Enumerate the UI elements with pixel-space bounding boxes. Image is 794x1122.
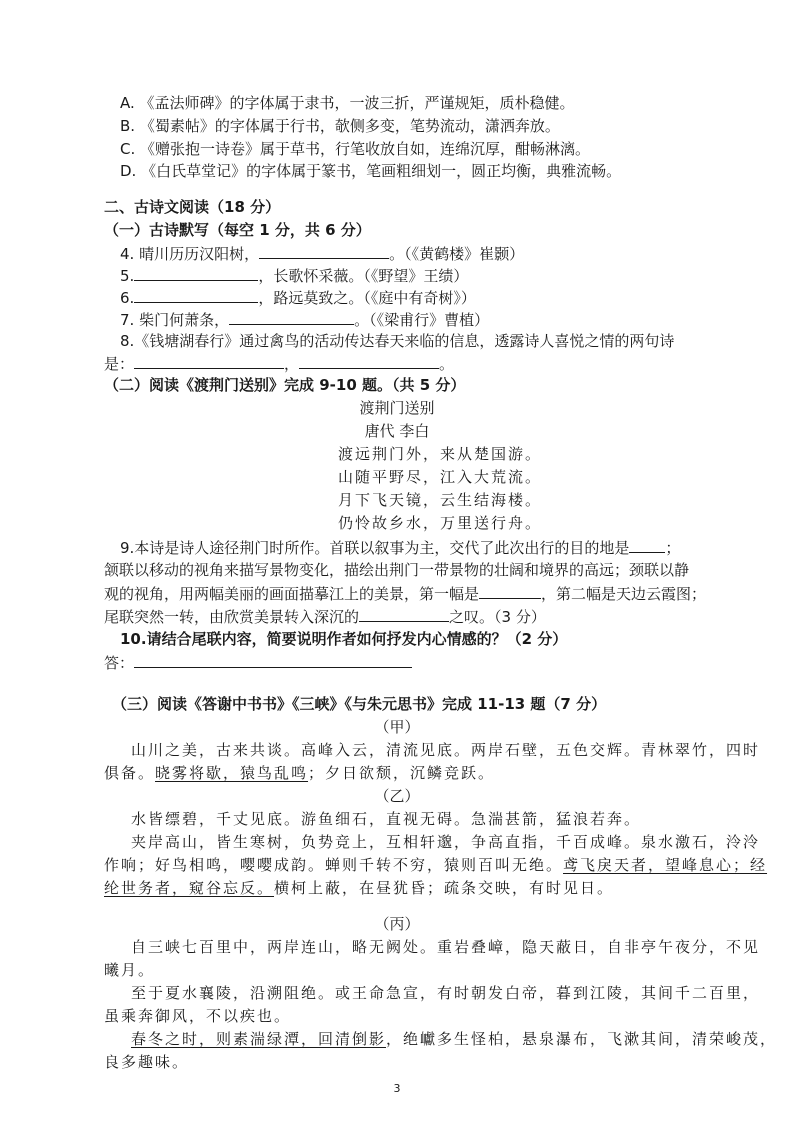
question-9-line: 观的视角，用两幅美丽的画面描摹江上的美景，第一幅是 ，第二幅是天边云霞图；	[104, 585, 707, 603]
passage-line: 春冬之时，则素湍绿潭，回清倒影，绝巘多生怪柏，悬泉瀑布，飞漱其间，清荣峻茂，	[131, 1030, 778, 1048]
question-7: 7. 柴门何萧条， 。（《梁甫行》曹植）	[120, 311, 490, 329]
question-4: 4. 晴川历历汉阳树， 。（《黄鹤楼》崔颢）	[120, 245, 525, 263]
passage-line: 自三峡七百里中，两岸连山，略无阙处。重岩叠嶂，隐天蔽日，自非亭午夜分，不见	[131, 938, 761, 956]
question-6: 6. ，路远莫致之。（《庭中有奇树》）	[120, 289, 476, 307]
answer-blank[interactable]	[229, 309, 354, 325]
answer-blank[interactable]	[479, 583, 541, 599]
answer-blank[interactable]	[259, 243, 389, 259]
question-8-answer: 是： ， 。	[104, 355, 455, 373]
passage-label-yi: （乙）	[374, 787, 420, 805]
passage-label-bing: （丙）	[374, 915, 420, 933]
choice-a: A. 《孟法师碑》的字体属于隶书，一波三折，严谨规矩，质朴稳健。	[120, 94, 575, 112]
poem-title: 渡荆门送别	[359, 399, 435, 417]
part2-title: （二）阅读《渡荆门送别》完成 9-10 题。（共 5 分）	[104, 376, 466, 394]
passage-line: 虽乘奔御风，不以疾也。	[104, 1007, 292, 1025]
question-10: 10.请结合尾联内容，简要说明作者如何抒发内心情感的？（2 分）	[120, 630, 568, 648]
answer-blank[interactable]	[134, 287, 258, 303]
question-5: 5. ，长歌怀采薇。（《野望》王绩）	[120, 267, 469, 285]
question-10-answer: 答：	[104, 652, 412, 673]
passage-line: 良多趣味。	[104, 1053, 190, 1071]
passage-line: 至于夏水襄陵，沿溯阻绝。或王命急宣，有时朝发白帝，暮到江陵，其间千二百里，	[131, 984, 761, 1002]
passage-line: 夹岸高山，皆生寒树，负势竞上，互相轩邈，争高直指，千百成峰。泉水激石，泠泠	[131, 833, 761, 851]
passage-label-jia: （甲）	[374, 718, 420, 736]
question-9: 9.本诗是诗人途径荆门时所作。首联以叙事为主，交代了此次出行的目的地是 ；	[120, 539, 681, 557]
answer-blank[interactable]	[134, 652, 412, 668]
passage-line: 纶世务者，窥谷忘反。横柯上蔽，在昼犹昏；疏条交映，有时见日。	[104, 879, 615, 897]
section-title: 二、古诗文阅读（18 分）	[104, 198, 281, 216]
page-number: 3	[393, 1082, 401, 1095]
answer-blank[interactable]	[134, 353, 284, 369]
passage-line: 山川之美，古来共谈。高峰入云，清流见底。两岸石壁，五色交辉。青林翠竹，四时	[131, 741, 761, 759]
choice-b: B. 《蜀素帖》的字体属于行书，欹侧多变，笔势流动，潇洒奔放。	[120, 117, 560, 135]
question-9-line: 颔联以移动的视角来描写景物变化，描绘出荆门一带景物的壮阔和境界的高远；颈联以静	[104, 561, 690, 579]
poem-line: 仍怜故乡水，万里送行舟。	[338, 514, 543, 532]
passage-line: 作响；好鸟相鸣，嘤嘤成韵。蝉则千转不穷，猿则百叫无绝。鸢飞戾天者，望峰息心；经	[104, 856, 768, 874]
poem-author: 唐代 李白	[364, 422, 430, 440]
answer-blank[interactable]	[299, 353, 439, 369]
poem-line: 山随平野尽，江入大荒流。	[338, 468, 543, 486]
passage-line: 曦月。	[104, 961, 156, 979]
poem-line: 渡远荆门外，来从楚国游。	[338, 445, 543, 463]
answer-blank[interactable]	[629, 537, 665, 553]
poem-line: 月下飞天镜，云生结海楼。	[338, 491, 543, 509]
part1-title: （一）古诗默写（每空 1 分，共 6 分）	[104, 221, 371, 239]
answer-blank[interactable]	[134, 265, 258, 281]
answer-blank[interactable]	[359, 606, 449, 622]
passage-line: 水皆缥碧，千丈见底。游鱼细石，直视无碍。急湍甚箭，猛浪若奔。	[131, 810, 642, 828]
choice-c: C. 《赠张抱一诗卷》属于草书，行笔收放自如，连绵沉厚，酣畅淋漓。	[120, 140, 591, 158]
question-8: 8.《钱塘湖春行》通过禽鸟的活动传达春天来临的信息，透露诗人喜悦之情的两句诗	[120, 332, 675, 350]
question-9-line: 尾联突然一转，由欣赏美景转入深沉的 之叹。（3 分）	[104, 608, 546, 626]
passage-line: 俱备。晓雾将歇，猿鸟乱鸣；夕日欲颓，沉鳞竞跃。	[104, 764, 496, 782]
choice-d: D. 《白氏草堂记》的字体属于篆书，笔画粗细划一，圆正均衡，典雅流畅。	[120, 162, 622, 180]
part3-title: （三）阅读《答谢中书书》《三峡》《与朱元思书》完成 11-13 题（7 分）	[112, 695, 607, 713]
